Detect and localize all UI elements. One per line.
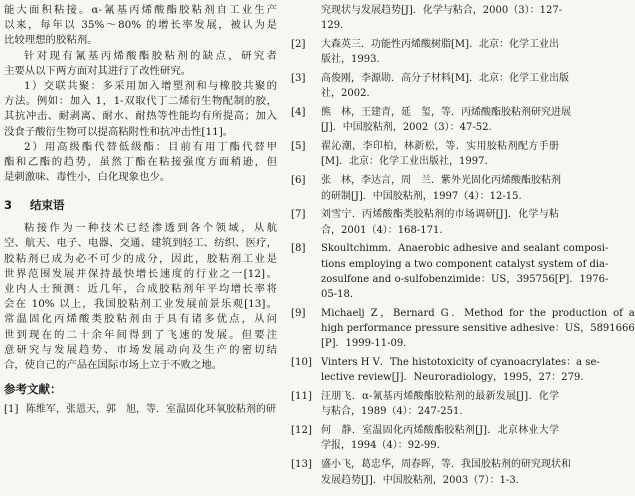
reference-text [321,241,608,302]
reference-entry [291,423,559,453]
references-title: 参考文献： [4,382,62,397]
section-heading [4,197,277,214]
text-line: 常温固化丙烯酸类胶粘剂由于具有诸多优点，从问 [4,313,277,326]
reference-number: [2] [291,39,306,51]
reference-entry [291,355,600,385]
text-line: 2）用高级酯代替低级酯：目前有用丁酯代替甲 [24,140,277,153]
reference-number: [7] [291,209,306,221]
reference-number: [10] [291,357,312,369]
text-line: 没食子酸衍生物可以提高粘附性和抗冲击性[11]。 [4,125,234,138]
reference-entry [291,71,570,101]
reference-number: [4] [291,107,306,119]
reference-number: [3] [291,73,306,85]
reference-number: [13] [291,459,312,471]
reference-line: 张 林，李达言，周 兰．紫外光固化丙烯酸酯胶粘剂 [321,175,561,187]
right-references [291,3,635,488]
crosslink-paragraph [4,79,277,140]
text-line: 世界范围发展并保持最快增长速度的行业之一[12]。 [4,267,277,280]
reference-text [321,306,635,352]
right-column [291,3,635,491]
text-line: 空、航天、电子、电器、交通、建筑到轻工、纺织、医疗， [4,237,277,250]
reference-entry [291,173,559,203]
text-line: 世到现在的二十余年间得到了飞速的发展。但要注 [4,328,277,341]
reference-line: [P]．1999-11-09. [321,338,407,350]
reference-line: 129. [321,20,344,32]
reference-line: 合，2001（4）：168-171. [321,224,443,236]
text-line: 合，使自己的产品在国际市场上立于不败之地。 [4,358,223,371]
reference-line: 盛小飞，葛忠华，周春晖，等．我国胶粘剂的研究现状和 [321,459,571,471]
reference-number: [1] [4,404,19,416]
reference-line: 何 静．室温固化丙烯酸酯胶粘剂[J]．北京林业大学 [321,425,559,437]
conclusion-paragraph [4,221,277,373]
text-line: 是刺激味、毒性小，白化现象也少。 [4,171,171,184]
reference-entry [291,105,571,135]
reference-entry [291,389,559,419]
reference-number: [12] [291,425,312,437]
reference-line: 陈维军，张恩天，郭 旭，等．室温固化环氧胶粘剂的研 [26,404,276,416]
reference-line: 熊 林，王建青，延 玺，等．丙烯酸酯胶粘剂研究进展 [321,107,571,119]
reference-text [321,423,559,453]
reference-line: 社，2002. [321,88,370,100]
reference-text [26,402,277,417]
reference-line: Vinters H V．The histotoxicity of cyanoacrylates：a se- [321,357,600,369]
left-references [4,402,277,417]
left-column [4,3,277,421]
reference-number: [11] [291,391,312,403]
text-line: 方法。例如：加入 1，1-双取代丁二烯衍生物配制的胶， [4,95,277,108]
reference-line: [J]．中国胶粘剂，2002（3）：47-52. [321,122,492,134]
text-line: 比较理想的胶粘剂。 [4,34,98,47]
text-line: 以来，每年以 35%～80% 的增长率发展，被认为是 [4,19,277,32]
reference-text [321,457,571,487]
reference-text [321,173,561,203]
reference-number: [6] [291,175,306,187]
reference-line: 究现状与发展趋势[J]．化学与粘合，2000（3）：127- [321,5,563,16]
text-line: 主要从以下两方面对其进行了改性研究。 [4,64,192,77]
section-title: 结束语 [30,198,65,213]
reference-line: 刘雪宁．丙烯酸酯类胶粘剂的市场调研[J]．化学与粘 [321,209,559,221]
reference-text [321,355,600,385]
reference-line: [M]．北京：化学工业出版社，1997. [321,156,488,168]
reference-line: Michaelj Z，Bernard G．Method for the production of a [321,307,635,319]
reference-text [321,71,569,101]
reference-line: Skoultchimm．Anaerobic adhesive and sealant composi- [321,243,609,255]
reference-line: lective review[J]．Neuroradiology，1995，27：279. [321,372,584,384]
reference-line: 翟沁潮，李印柏，林新松，等．实用胶粘剂配方手册 [321,141,559,153]
reference-text [321,139,559,169]
reference-entry [4,402,277,417]
reference-line: 高俊刚，李源勋．高分子材料[M]．北京：化学工业出版 [321,73,570,85]
reference-number: [9] [291,307,306,319]
reference-line: high performance pressure sensitive adhesive：US，5891666 [321,323,635,335]
reference-text [321,207,559,237]
reference-number: [8] [291,243,306,255]
text-line: 业内人士预测：近几年，合成胶粘剂年平均增长率将 [4,283,277,295]
text-line: 会在 10% 以上，我国胶粘剂工业发展前景乐观[13]。 [4,298,277,311]
reference-entry [291,207,559,237]
reference-entry [291,241,609,302]
reference-line: 大森英三．功能性丙烯酸树脂[M]．北京：化学工业出 [321,39,560,51]
text-line: 针对现有氰基丙烯酸酯胶粘剂的缺点，研究者 [24,49,277,62]
reference-number: [5] [291,141,306,153]
reference-number [291,3,321,33]
reference-text [321,37,559,67]
section-number: 3 [4,198,13,213]
text-line: 能大面积粘接。α-氰基丙烯酸酯胶粘剂自工业生产 [4,4,277,16]
reference-line: 与粘合，1989（4）：247-251. [321,406,463,418]
reference-entry [291,3,563,33]
reference-line: 发展趋势[J]．中国胶粘剂，2003（7）：1-3. [321,474,519,486]
text-line: 意研究与发展趋势、市场发展动向及生产的密切结 [4,343,277,356]
text-line: 1）交联共聚：多采用加入增塑剂和与橡胶共聚的 [24,79,277,92]
text-line: 其抗冲击、耐剥离、耐水、耐热等性能均有所提高；加入 [4,110,277,123]
reference-line: 的研制[J]．中国胶粘剂，1997（4）：12-15. [321,190,522,202]
ester-paragraph [4,140,277,186]
reference-entry [291,306,635,352]
reference-text [321,389,559,419]
reference-line: 学报，1994（4）：92-99. [321,440,440,452]
reference-entry [291,139,559,169]
reference-line: 05-18. [321,289,354,300]
reference-entry [291,37,559,67]
text-line: 酯和乙酯的趋势，虽然丁酯在粘接强度方面稍逊，但 [4,155,277,168]
reference-line: 版社，1993. [321,54,380,66]
text-line: 粘接作为一种技术已经渗透到各个领域，从航 [24,222,277,235]
reference-text [321,3,562,33]
reference-text [321,105,571,135]
reference-entry [291,457,571,487]
reference-line: tions employing a two component catalyst system of dia- [321,258,609,270]
text-line: 胶粘剂已成为必不可少的成分，因此，胶粘剂工业是 [4,252,277,265]
reference-line: zosulfone and o-sulfobenzimide：US，395756[P]．1976- [321,273,609,285]
reference-line: 汪朋飞．α-氰基丙烯酸酯胶粘剂的最新发展[J]．化学 [321,391,559,403]
modification-paragraph [4,49,277,79]
intro-paragraph [4,3,277,49]
